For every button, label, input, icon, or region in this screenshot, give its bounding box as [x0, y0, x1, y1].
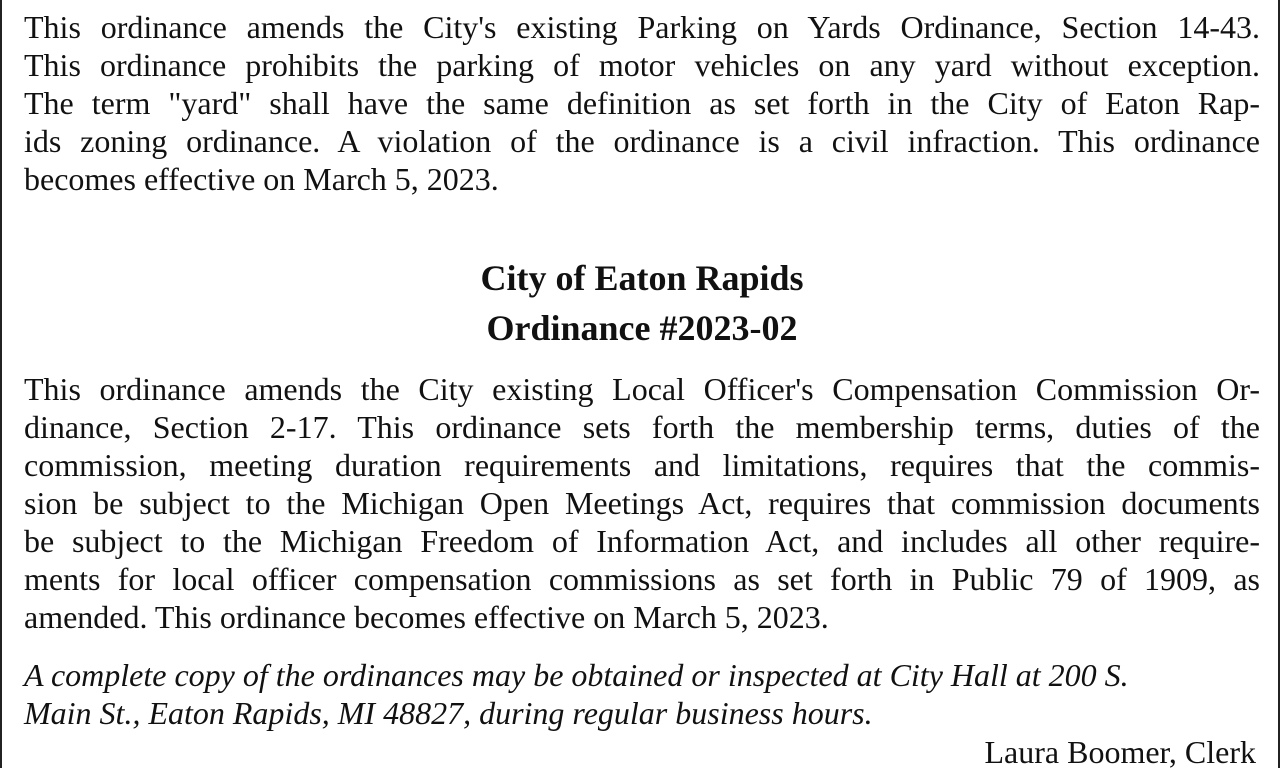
- text-line: commission, meeting duration requirements and limitations, requires that the commis-: [24, 447, 1260, 483]
- text-line: A complete copy of the ordinances may be obtained or inspected at City Hall at 200 S.: [24, 657, 1129, 693]
- text-line: sion be subject to the Michigan Open Meetings Act, requires that commission documents: [24, 485, 1260, 521]
- text-line: be subject to the Michigan Freedom of Information Act, and includes all other require-: [24, 523, 1260, 559]
- compensation-ordinance-summary: [24, 370, 1260, 636]
- text-line: dinance, Section 2-17. This ordinance sets forth the membership terms, duties of the: [24, 409, 1260, 445]
- text-line: This ordinance amends the City existing Local Officer's Compensation Commission Or-: [24, 371, 1260, 407]
- copy-availability-note: [24, 656, 1260, 732]
- text-line: Main St., Eaton Rapids, MI 48827, during regular business hours.: [24, 695, 873, 731]
- parking-ordinance-summary: [24, 8, 1260, 198]
- clerk-signature: Laura Boomer, Clerk: [984, 734, 1256, 770]
- heading-city-name: City of Eaton Rapids: [480, 258, 804, 298]
- text-line: ments for local officer compensation commissions as set forth in Public 79 of 1909, as: [24, 561, 1260, 597]
- heading-ordinance-number: Ordinance #2023-02: [486, 308, 798, 348]
- text-line: amended. This ordinance becomes effective on March 5, 2023.: [24, 599, 829, 635]
- text-line: This ordinance prohibits the parking of motor vehicles on any yard without exception.: [24, 47, 1260, 83]
- text-line: The term "yard" shall have the same definition as set forth in the City of Eaton Rap-: [24, 85, 1260, 121]
- text-line: This ordinance amends the City's existing Parking on Yards Ordinance, Section 14-43.: [24, 9, 1260, 45]
- text-line: ids zoning ordinance. A violation of the ordinance is a civil infraction. This ordinance: [24, 123, 1260, 159]
- text-line: becomes effective on March 5, 2023.: [24, 161, 499, 197]
